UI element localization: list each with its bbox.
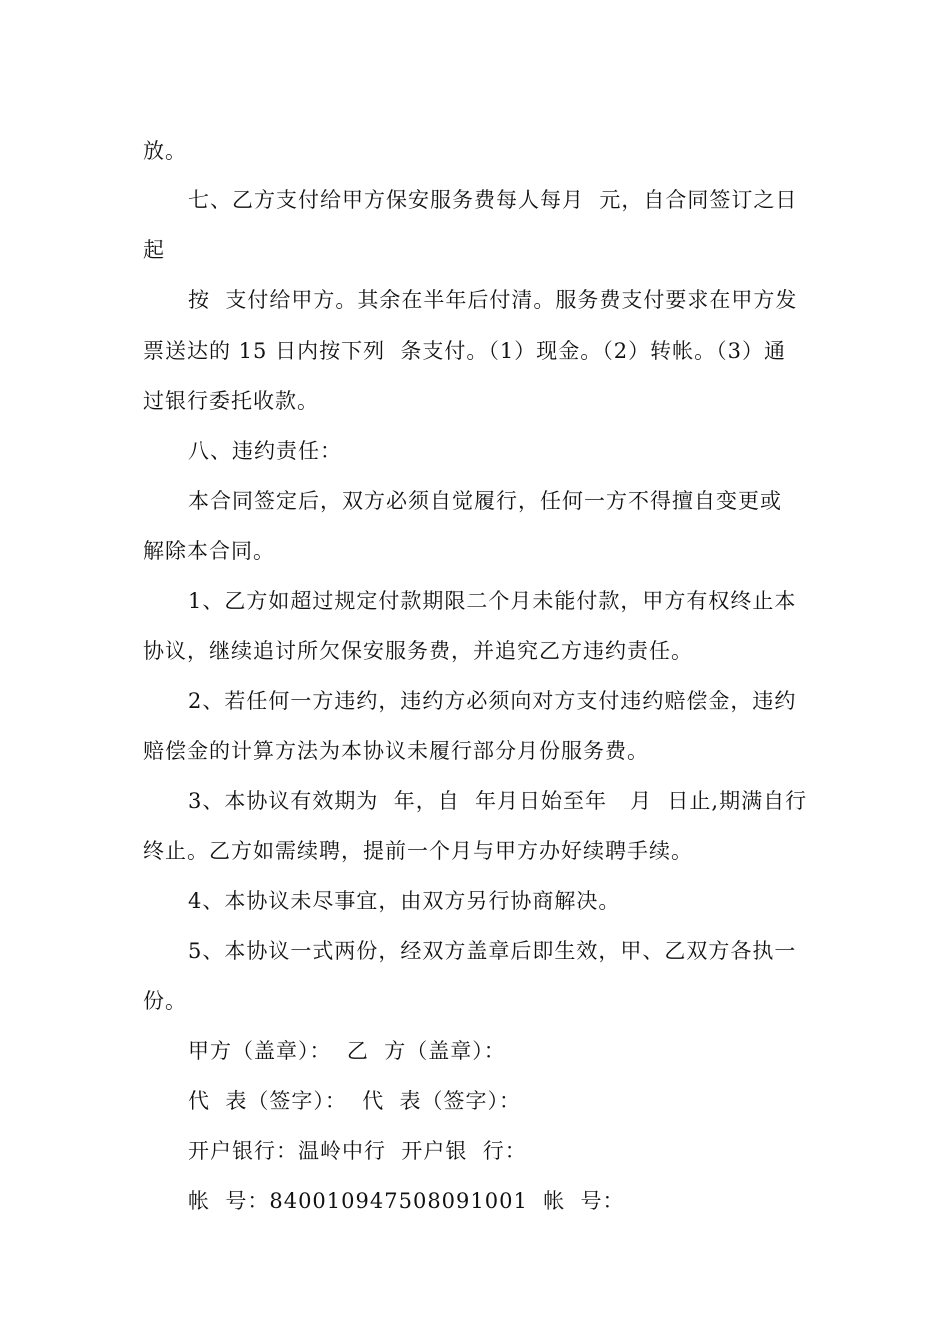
paragraph-line: 份。 (143, 989, 187, 1013)
clause-1-line: 1、乙方如超过规定付款期限二个月未能付款，甲方有权终止本 (188, 589, 797, 613)
signature-representative-line: 代 表（签字）： 代 表（签字）： (188, 1089, 522, 1113)
clause-3-line: 3、本协议有效期为 年，自 年月日始至年 月 日止,期满自行 (188, 789, 808, 813)
paragraph-line: 放。 (143, 139, 187, 163)
paragraph-line: 按 支付给甲方。其余在半年后付清。服务费支付要求在甲方发 (188, 288, 798, 312)
paragraph-line: 本合同签定后，双方必须自觉履行，任何一方不得擅自变更或 (188, 489, 782, 513)
bank-line: 开户银行：温岭中行 开户银 行： (188, 1139, 527, 1163)
section-heading-breach: 八、违约责任： (188, 439, 342, 463)
paragraph-line: 终止。乙方如需续聘，提前一个月与甲方办好续聘手续。 (143, 839, 693, 863)
paragraph-line: 协议，继续追讨所欠保安服务费，并追究乙方违约责任。 (143, 639, 693, 663)
paragraph-line: 起 (143, 238, 165, 262)
paragraph-line: 过银行委托收款。 (143, 389, 319, 413)
signature-party-line: 甲方（盖章）： 乙 方（盖章）： (188, 1039, 506, 1063)
clause-7-line: 七、乙方支付给甲方保安服务费每人每月 元，自合同签订之日 (188, 188, 798, 212)
clause-4-line: 4、本协议未尽事宜，由双方另行协商解决。 (188, 889, 621, 913)
clause-2-line: 2、若任何一方违约，违约方必须向对方支付违约赔偿金，违约 (188, 689, 797, 713)
paragraph-line: 解除本合同。 (143, 539, 275, 563)
paragraph-line: 票送达的 15 日内按下列 条支付。（1）现金。（2）转帐。（3）通 (143, 339, 787, 363)
clause-5-line: 5、本协议一式两份，经双方盖章后即生效，甲、乙双方各执一 (188, 939, 797, 963)
paragraph-line: 赔偿金的计算方法为本协议未履行部分月份服务费。 (143, 739, 649, 763)
account-line: 帐 号：840010947508091001 帐 号： (188, 1189, 625, 1213)
